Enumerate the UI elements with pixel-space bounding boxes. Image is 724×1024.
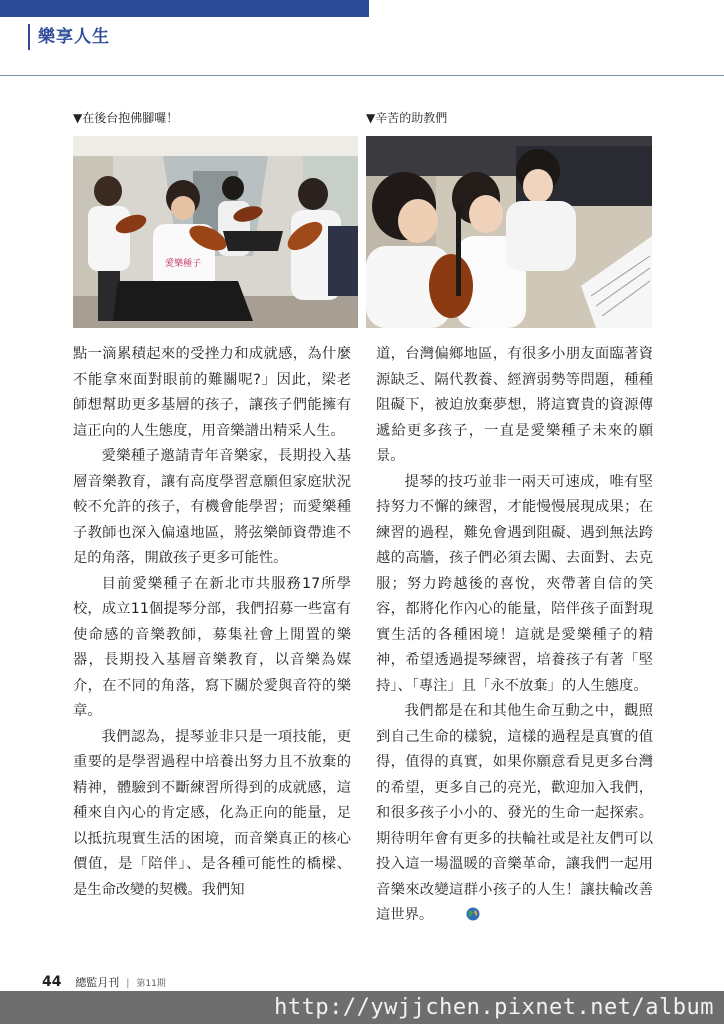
- photo-backstage-practice: [73, 136, 358, 328]
- issue-number: 第11期: [136, 979, 166, 989]
- watermark-bar: [0, 991, 724, 1024]
- paragraph: 道，台灣偏鄉地區，有很多小朋友面臨著資源缺乏、隔代教養、經濟弱勢等問題，種種阻礙下，被迫放棄夢想，將這寶貴的資源傳遞給更多孩子，一直是愛樂種子未來的願景。: [376, 346, 653, 464]
- paragraph: 愛樂種子邀請青年音樂家，長期投入基層音樂教育，讓有高度學習意願但家庭狀況較不允許的孩子，有機會能學習；而愛樂種子教師也深入偏遠地區，將弦樂師資帶進不足的角落，開啟孩子更多可能性。: [73, 448, 351, 566]
- paragraph: 點一滴累積起來的受挫力和成就感，為什麼不能拿來面對眼前的難關呢?」因此，梁老師想幫助更多基層的孩子，讓孩子們能擁有這正向的人生態度，用音樂譜出精采人生。: [73, 346, 351, 439]
- globe-icon: [437, 905, 451, 919]
- paragraph: 提琴的技巧並非一兩天可速成，唯有堅持努力不懈的練習，才能慢慢展現成果；在練習的過程，難免會遇到阻礙、遇到無法跨越的高牆，孩子們必須去闖、去面對、去克服；努力跨越後的喜悅，夾帶著自信的笑容，都將化作內心的能量，陪伴孩子面對現實生活的各種困境！這就是愛樂種子的精神，希望透過提琴練習，培養孩子有著「堅持」、「專注」且「永不放棄」的人生態度。: [376, 473, 653, 694]
- photo-caption-right: ▼辛苦的助教們: [366, 111, 448, 125]
- header-color-bar: [0, 0, 369, 17]
- article-column-left: [73, 342, 351, 903]
- article-column-right: [376, 342, 653, 929]
- paragraph: 我們認為，提琴並非只是一項技能，更重要的是學習過程中培養出努力且不放棄的精神，體驗到不斷練習所得到的成就感，這種來自內心的肯定感，化為正向的能量，足以抵抗現實生活的困境，而音樂真正的核心價值，是「陪伴」、是各種可能性的橋樑、是生命改變的契機。我們知: [73, 728, 351, 898]
- watermark-url: http://ywjjchen.pixnet.net/album: [274, 995, 714, 1020]
- svg-text:愛樂種子: 愛樂種子: [165, 259, 202, 269]
- paragraph: 目前愛樂種子在新北市共服務17所學校，成立11個提琴分部，我們招募一些富有使命感的音樂教師，募集社會上閒置的樂器，長期投入基層音樂教育，以音樂為媒介，在不同的角落，寫下關於愛與音符的樂章。: [73, 575, 351, 719]
- page-number: 44: [42, 974, 62, 990]
- footer-separator: |: [126, 978, 130, 989]
- paragraph-final-text: 我們都是在和其他生命互動之中，觀照到自己生命的樣貌，這樣的過程是真實的值得，值得的真實，如果你願意看見更多台灣的希望，更多自己的亮光，歡迎加入我們，和很多孩子小小的、發光的生命一起探索。期待明年會有更多的扶輪社或是社友們可以投入這一場溫暖的音樂革命，讓我們一起用音樂來改變這群小孩子的人生！讓扶輪改善這世界。: [376, 703, 653, 923]
- page-footer: [42, 973, 166, 993]
- section-title: 樂享人生: [38, 27, 110, 47]
- magazine-name: 總監月刊: [75, 976, 120, 989]
- photo-assistants-with-children-icon: [366, 136, 652, 328]
- header-divider: [0, 75, 724, 76]
- photo-caption-left: ▼在後台抱佛腳囉！: [73, 111, 179, 125]
- section-marker: [28, 24, 30, 50]
- photo-students-violin-backstage-icon: [73, 136, 358, 328]
- photo-teaching-assistants: [366, 136, 652, 328]
- paragraph-final: [376, 699, 653, 929]
